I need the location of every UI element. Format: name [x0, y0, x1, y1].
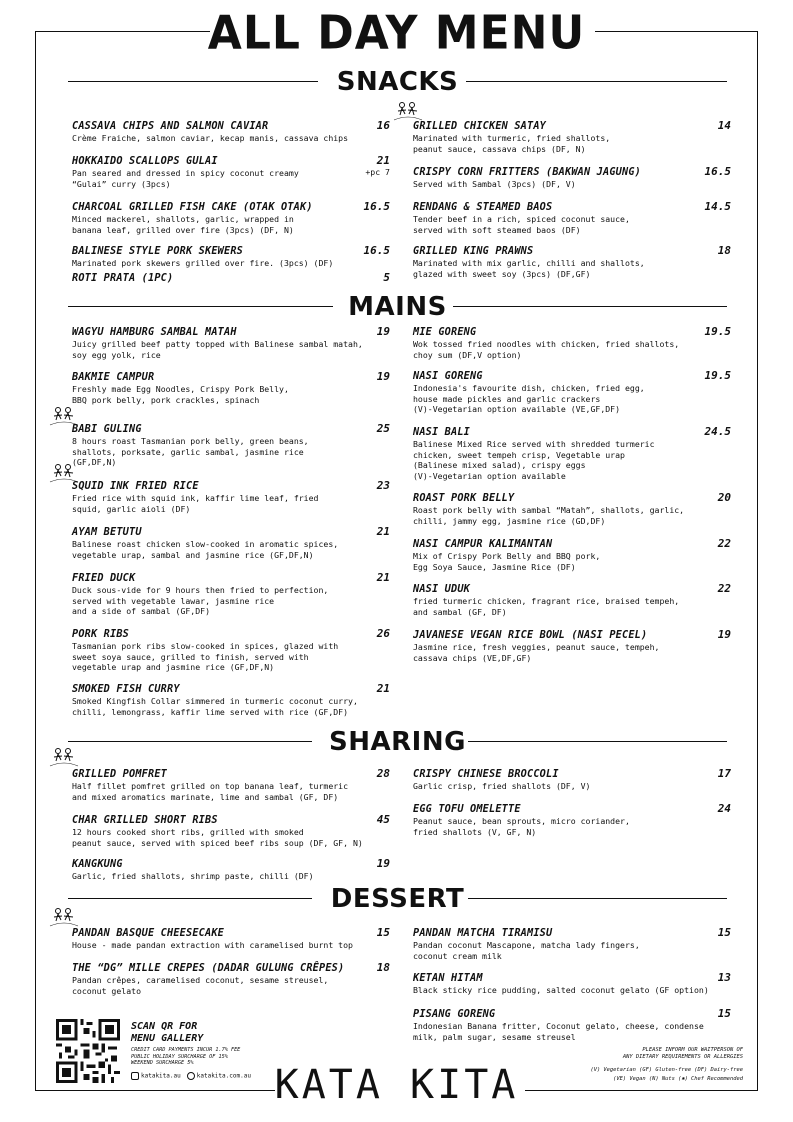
- item-name: EGG TOFU OMELETTE: [413, 804, 521, 815]
- item-desc: Indonesia's favourite dish, chicken, fried egg, house made pickles and garlic crackers (V)-Vegetarian option available (VE,GF,DF): [413, 383, 645, 415]
- item-desc: Fried rice with squid ink, kaffir lime leaf, fried squid, garlic aioli (DF): [72, 493, 319, 514]
- item-name: CASSAVA CHIPS AND SALMON CAVIAR: [72, 121, 269, 132]
- menu-item: [413, 119, 731, 154]
- item-name: BALINESE STYLE PORK SKEWERS: [72, 246, 244, 257]
- item-desc: Balinese roast chicken slow-cooked in aromatic spices, vegetable urap, sambal and jasmine rice (GF,DF,N): [72, 539, 339, 560]
- item-price: 21: [376, 154, 390, 167]
- item-name: NASI UDUK: [413, 584, 471, 595]
- item-price: 21: [376, 682, 390, 695]
- item-price: 25: [376, 422, 390, 435]
- item-name: HOKKAIDO SCALLOPS GULAI: [72, 156, 218, 167]
- item-name: GRILLED KING PRAWNS: [413, 246, 534, 257]
- item-desc: Pandan crêpes, caramelised coconut, sesame streusel, coconut gelato: [72, 975, 329, 996]
- item-desc: Marinated with mix garlic, chilli and shallots, glazed with sweet soy (3pcs) (DF,GF): [413, 258, 645, 279]
- item-desc: 12 hours cooked short ribs, grilled with smoked peanut sauce, served with spiced beef ribs soup (DF, GF, N): [72, 827, 363, 848]
- item-name: THE “DG” MILLE CREPES (DADAR GULUNG CRÊPES): [72, 963, 345, 974]
- menu-item: [413, 491, 731, 526]
- item-price: 16.5: [363, 200, 390, 213]
- item-name: SQUID INK FRIED RICE: [72, 481, 199, 492]
- item-name: GRILLED CHICKEN SATAY: [413, 121, 547, 132]
- section-header-mains: [68, 292, 727, 322]
- section-title-snacks: SNACKS: [336, 67, 459, 97]
- section-header-sharing: [68, 727, 727, 757]
- item-desc: Crème Fraiche, salmon caviar, kecap manis, cassava chips: [72, 133, 349, 143]
- chef-recommended-icon: [48, 906, 80, 928]
- item-name: JAVANESE VEGAN RICE BOWL (NASI PECEL): [413, 630, 648, 641]
- item-desc: Juicy grilled beef patty topped with Balinese sambal matah, soy egg yolk, rice: [72, 339, 363, 360]
- item-price: 16: [376, 119, 390, 132]
- item-price: 15: [376, 926, 390, 939]
- item-price: 28: [376, 767, 390, 780]
- menu-item: [413, 244, 731, 279]
- item-price: 20: [717, 491, 731, 504]
- item-name: KANGKUNG: [72, 859, 123, 870]
- menu-item: [72, 479, 390, 514]
- item-desc: Marinated pork skewers grilled over fire. (3pcs) (DF): [72, 258, 334, 268]
- section-header-dessert: [68, 884, 727, 914]
- instagram-handle: katakita.au: [141, 1072, 181, 1080]
- surcharge-note: CREDIT CARD PAYMENTS INCUR 1.7% FEE PUBLIC HOLIDAY SURCHARGE OF 15% WEEKEND SURCHARGE 5%: [131, 1047, 241, 1066]
- item-price: 16.5: [363, 244, 390, 257]
- item-name: CRISPY CHINESE BROCCOLI: [413, 769, 559, 780]
- menu-item: [72, 627, 390, 673]
- item-name: BABI GULING: [72, 424, 142, 435]
- item-name: AYAM BETUTU: [72, 527, 142, 538]
- item-name: PANDAN BASQUE CHEESECAKE: [72, 928, 225, 939]
- item-price: 19.5: [704, 325, 731, 338]
- item-price: 19: [376, 857, 390, 870]
- menu-item: [72, 813, 390, 848]
- item-desc: Balinese Mixed Rice served with shredded turmeric chicken, sweet tempeh crisp, Vegetable urap (Balinese mixed salad), crispy eggs (V)-Vegetarian option available: [413, 439, 655, 481]
- item-price: 22: [717, 537, 731, 550]
- scan-qr-label: SCAN QR FOR MENU GALLERY: [131, 1021, 204, 1044]
- item-price: 18: [717, 244, 731, 257]
- item-desc: Jasmine rice, fresh veggies, peanut sauce, tempeh, cassava chips (VE,DF,GF): [413, 642, 660, 663]
- item-price: 15: [717, 926, 731, 939]
- item-price: 22: [717, 582, 731, 595]
- item-name: ROTI PRATA (1PC): [72, 273, 174, 284]
- item-name: NASI CAMPUR KALIMANTAN: [413, 539, 553, 550]
- item-name: BAKMIE CAMPUR: [72, 372, 155, 383]
- item-name: ROAST PORK BELLY: [413, 493, 515, 504]
- item-name: NASI BALI: [413, 427, 471, 438]
- menu-item: [72, 571, 390, 617]
- item-price: 21: [376, 571, 390, 584]
- item-desc: Freshly made Egg Noodles, Crispy Pork Belly, BBQ pork belly, pork crackles, spinach: [72, 384, 289, 405]
- item-desc: Wok tossed fried noodles with chicken, fried shallots, choy sum (DF,V option): [413, 339, 680, 360]
- item-desc: Garlic, fried shallots, shrimp paste, chilli (DF): [72, 871, 314, 881]
- item-price: 14.5: [704, 200, 731, 213]
- item-name: RENDANG & STEAMED BAOS: [413, 202, 553, 213]
- menu-item: [72, 325, 390, 360]
- menu-title: ALL DAY MENU: [207, 6, 586, 61]
- item-desc: Duck sous-vide for 9 hours then fried to perfection, served with vegetable lawar, jasmine rice and a side of sambal (GF,DF): [72, 585, 329, 617]
- section-title-mains: MAINS: [348, 292, 447, 322]
- menu-item: [413, 802, 731, 837]
- menu-item: [413, 165, 731, 190]
- item-price: 19.5: [704, 369, 731, 382]
- menu-item: [413, 369, 731, 415]
- item-name: CHAR GRILLED SHORT RIBS: [72, 815, 218, 826]
- chef-recommended-icon: [48, 462, 80, 484]
- legend-line: (V) Vegetarian (GF) Gluten-free (DF) Dairy-free: [590, 1067, 743, 1073]
- chef-recommended-icon: [392, 100, 424, 122]
- item-extra: +pc 7: [365, 167, 390, 177]
- item-name: GRILLED POMFRET: [72, 769, 168, 780]
- item-name: NASI GORENG: [413, 371, 483, 382]
- item-desc: Mix of Crispy Pork Belly and BBQ pork, Egg Soya Sauce, Jasmine Rice (DF): [413, 551, 601, 572]
- item-name: FRIED DUCK: [72, 573, 136, 584]
- item-price: 26: [376, 627, 390, 640]
- item-price: 24.5: [704, 425, 731, 438]
- menu-item: [72, 200, 390, 235]
- menu-item: [413, 582, 731, 617]
- section-title-sharing: SHARING: [329, 727, 466, 757]
- menu-item: [72, 682, 390, 717]
- item-desc: Indonesian Banana fritter, Coconut gelato, cheese, condense milk, palm sugar, sesame streusel: [413, 1021, 704, 1042]
- menu-item: [72, 525, 390, 560]
- item-name: PISANG GORENG: [413, 1009, 496, 1020]
- item-price: 15: [717, 1007, 731, 1020]
- menu-item: [413, 767, 731, 792]
- menu-item: [413, 537, 731, 572]
- item-desc: fried turmeric chicken, fragrant rice, braised tempeh, and sambal (GF, DF): [413, 596, 680, 617]
- item-price: 14: [717, 119, 731, 132]
- menu-item: [413, 971, 731, 996]
- item-desc: Pandan coconut Mascapone, matcha lady fingers, coconut cream milk: [413, 940, 640, 961]
- item-desc: Served with Sambal (3pcs) (DF, V): [413, 179, 576, 189]
- item-desc: Peanut sauce, bean sprouts, micro coriander, fried shallots (V, GF, N): [413, 816, 630, 837]
- menu-item: [72, 926, 390, 951]
- item-desc: Tasmanian pork ribs slow-cooked in spices, glazed with sweet soya sauce, grilled to finish, served with vegetable urap and jasmine rice (GF,DF,N): [72, 641, 339, 673]
- item-price: 5: [383, 271, 390, 284]
- item-price: 21: [376, 525, 390, 538]
- item-desc: Black sticky rice pudding, salted coconut gelato (GF option): [413, 985, 709, 995]
- item-price: 45: [376, 813, 390, 826]
- item-price: 13: [717, 971, 731, 984]
- menu-item: [72, 154, 390, 189]
- menu-item: [413, 926, 731, 961]
- item-price: 24: [717, 802, 731, 815]
- menu-item: [72, 119, 390, 144]
- item-desc: Garlic crisp, fried shallots (DF, V): [413, 781, 591, 791]
- menu-item: [72, 961, 390, 996]
- menu-item: [413, 1007, 731, 1042]
- item-desc: Minced mackerel, shallots, garlic, wrapped in banana leaf, grilled over fire (3pcs) (DF, N): [72, 214, 294, 235]
- menu-item: [72, 857, 390, 882]
- item-name: MIE GORENG: [413, 327, 477, 338]
- item-price: 19: [376, 370, 390, 383]
- item-desc: Smoked Kingfish Collar simmered in turmeric coconut curry, chilli, lemongrass, kaffir lime served with rice (GF,DF): [72, 696, 358, 717]
- menu-item: [413, 425, 731, 481]
- chef-recommended-icon: [48, 405, 80, 427]
- menu-item: [72, 244, 390, 269]
- item-desc: 8 hours roast Tasmanian pork belly, green beans, shallots, porksate, garlic sambal, jasmine rice (GF,DF,N): [72, 436, 309, 468]
- item-price: 19: [376, 325, 390, 338]
- chef-recommended-icon: [48, 746, 80, 768]
- item-name: SMOKED FISH CURRY: [72, 684, 180, 695]
- dietary-note: PLEASE INFORM OUR WAITPERSON OF ANY DIETARY REQUIREMENTS OR ALLERGIES: [622, 1047, 743, 1060]
- item-desc: Tender beef in a rich, spiced coconut sauce, served with soft steamed baos (DF): [413, 214, 630, 235]
- item-desc: Marinated with turmeric, fried shallots, peanut sauce, cassava chips (DF, N): [413, 133, 611, 154]
- item-price: 19: [717, 628, 731, 641]
- menu-item: [413, 628, 731, 663]
- item-price: 17: [717, 767, 731, 780]
- item-name: WAGYU HAMBURG SAMBAL MATAH: [72, 327, 237, 338]
- item-price: 18: [376, 961, 390, 974]
- menu-item: [72, 422, 390, 468]
- menu-item: [72, 767, 390, 802]
- menu-item: [72, 370, 390, 405]
- item-desc: Roast pork belly with sambal “Matah”, shallots, garlic, chilli, jammy egg, jasmine rice (GD,DF): [413, 505, 685, 526]
- item-name: PORK RIBS: [72, 629, 130, 640]
- item-name: CRISPY CORN FRITTERS (BAKWAN JAGUNG): [413, 167, 642, 178]
- website-url: katakita.com.au: [196, 1072, 251, 1080]
- legend-line: (VE) Vegan (N) Nuts (✱) Chef Recommended: [613, 1076, 743, 1082]
- item-name: KETAN HITAM: [413, 973, 483, 984]
- menu-item: [413, 200, 731, 235]
- menu-item: [413, 325, 731, 360]
- menu-item: [72, 271, 390, 284]
- item-desc: Pan seared and dressed in spicy coconut creamy “Gulai” curry (3pcs): [72, 168, 299, 189]
- dietary-legend: [590, 1066, 743, 1084]
- item-desc: House - made pandan extraction with caramelised burnt top: [72, 940, 353, 950]
- brand-logo: KATA KITA: [274, 1062, 519, 1108]
- section-header-snacks: [68, 67, 727, 97]
- item-name: PANDAN MATCHA TIRAMISU: [413, 928, 553, 939]
- section-title-dessert: DESSERT: [330, 884, 465, 914]
- item-price: 16.5: [704, 165, 731, 178]
- item-desc: Half fillet pomfret grilled on top banana leaf, turmeric and mixed aromatics marinate, lime and sambal (GF, DF): [72, 781, 349, 802]
- item-name: CHARCOAL GRILLED FISH CAKE (OTAK OTAK): [72, 202, 313, 213]
- item-price: 23: [376, 479, 390, 492]
